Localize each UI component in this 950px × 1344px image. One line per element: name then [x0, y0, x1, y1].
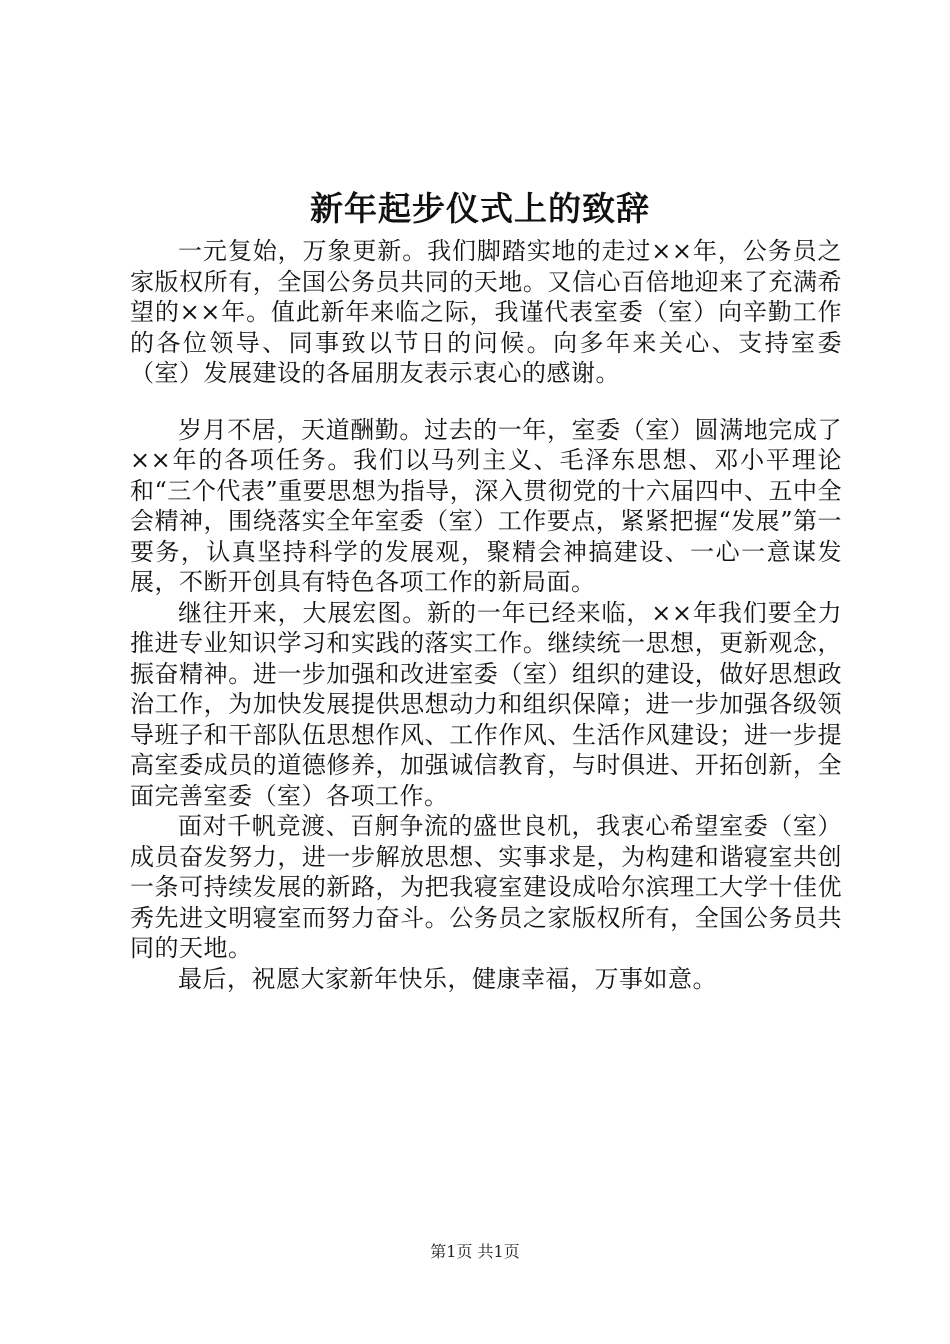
- paragraph-opening: 一元复始，万象更新。我们脚踏实地的走过××年，公务员之家版权所有，全国公务员共同的天地。又信心百倍地迎来了充满希望的××年。值此新年来临之际，我谨代表室委（室）向辛勤工作的各位领导、同事致以节日的问候。向多年来关心、支持室委（室）发展建设的各届朋友表示衷心的感谢。: [130, 237, 842, 387]
- paragraph-outlook: 继往开来，大展宏图。新的一年已经来临，××年我们要全力推进专业知识学习和实践的落实工作。继续统一思想，更新观念，振奋精神。进一步加强和改进室委（室）组织的建设，做好思想政治工作，为加快发展提供思想动力和组织保障；进一步加强各级领导班子和干部队伍思想作风、工作作风、生活作风建设；进一步提高室委成员的道德修养，加强诚信教育，与时俱进、开拓创新，全面完善室委（室）各项工作。: [130, 598, 842, 810]
- document-title: 新年起步仪式上的致辞: [310, 189, 650, 228]
- paragraph-hope: 面对千帆竞渡、百舸争流的盛世良机，我衷心希望室委（室）成员奋发努力，进一步解放思想、实事求是，为构建和谐寝室共创一条可持续发展的新路，为把我寝室建设成哈尔滨理工大学十佳优秀先进文明寝室而努力奋斗。公务员之家版权所有，全国公务员共同的天地。: [130, 812, 842, 962]
- paragraph-closing: 最后，祝愿大家新年快乐，健康幸福，万事如意。: [178, 964, 717, 993]
- page-footer: 第1页 共1页: [430, 1242, 520, 1261]
- document-body: [130, 236, 842, 994]
- paragraph-review: 岁月不居，天道酬勤。过去的一年，室委（室）圆满地完成了××年的各项任务。我们以马列主义、毛泽东思想、邓小平理论和“三个代表”重要思想为指导，深入贯彻党的十六届四中、五中全会精神，围绕落实全年室委（室）工作要点，紧紧把握“发展”第一要务，认真坚持科学的发展观，聚精会神搞建设、一心一意谋发展，不断开创具有特色各项工作的新局面。: [130, 415, 842, 596]
